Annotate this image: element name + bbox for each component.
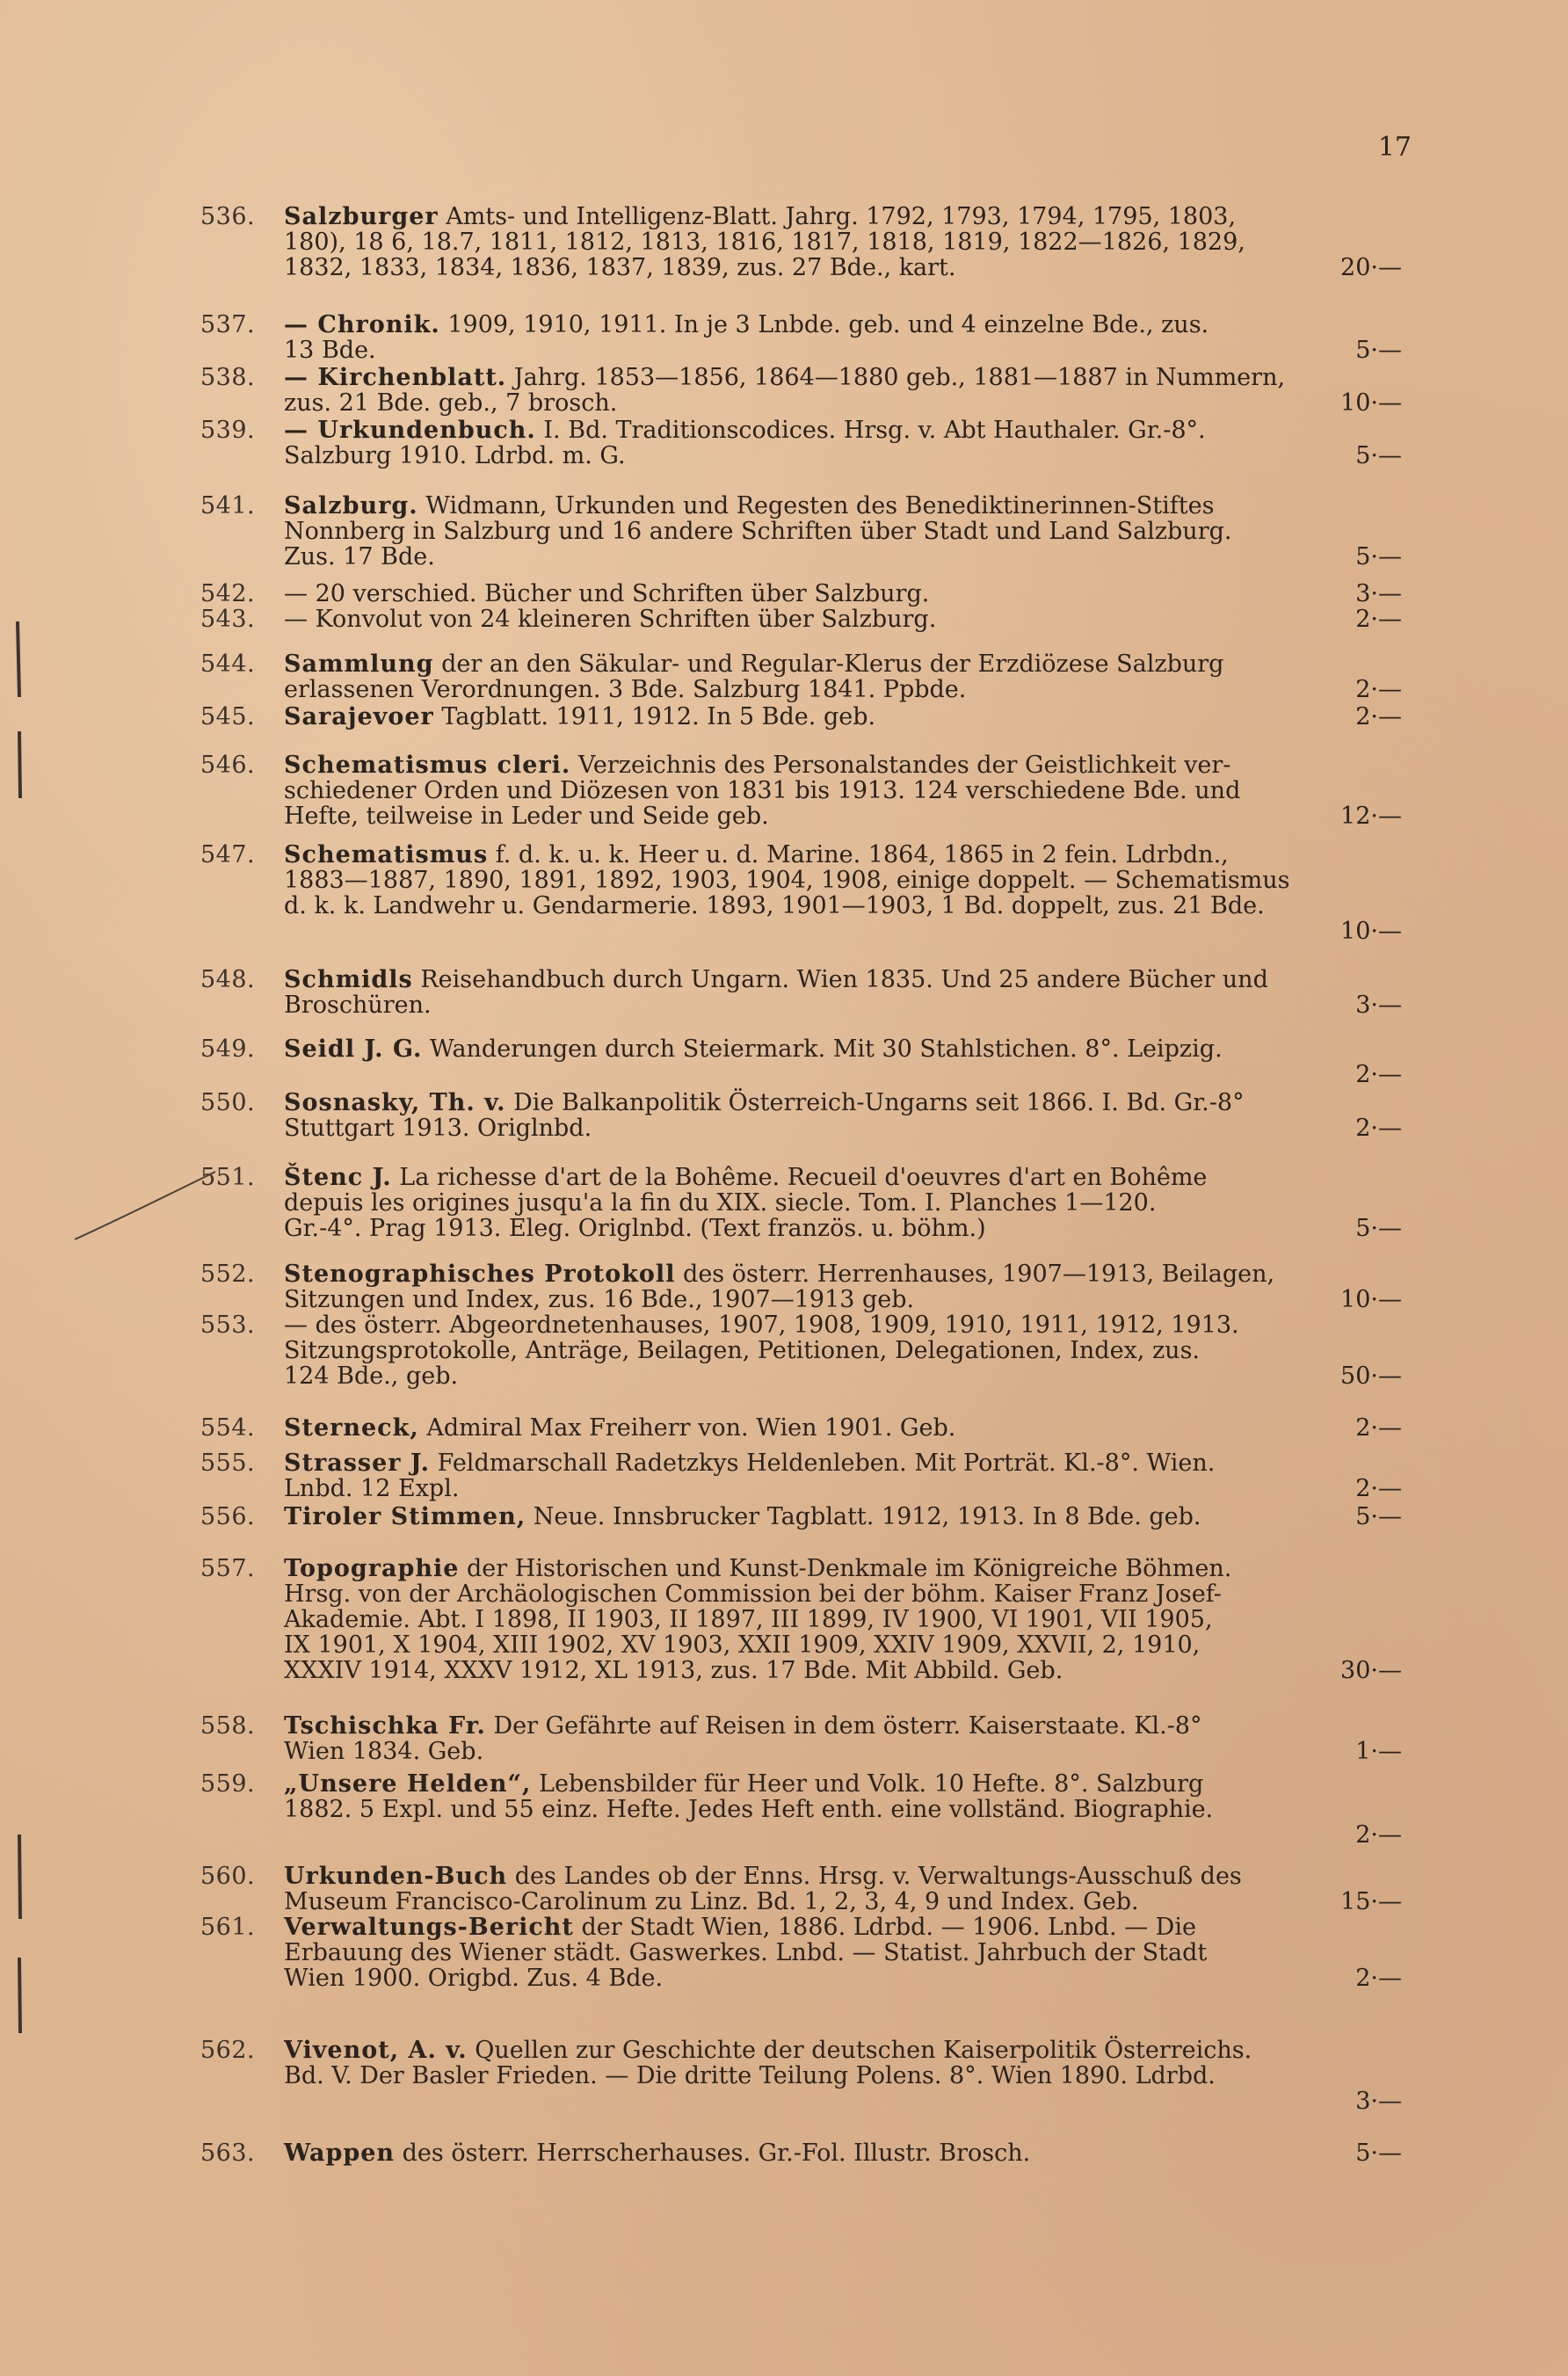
entry-line-text: 13 Bde.	[284, 337, 376, 364]
entry-price: 2·—	[1355, 676, 1402, 703]
entry-line-text: f. d. k. u. k. Heer u. d. Marine. 1864, 1865 in 2 fein. Ldrbdn.,	[488, 841, 1229, 868]
entry-heading: Schmidls	[284, 966, 413, 993]
entry-line-text: d. k. k. Landwehr u. Gendarmerie. 1893, 1901—1903, 1 Bd. doppelt, zus. 21 Bde.	[284, 892, 1265, 919]
entry-line	[284, 2063, 1400, 2089]
entry-number: 561.	[200, 1914, 256, 1941]
entry-price: 2·—	[1355, 606, 1402, 633]
entry-line-text: Wien 1900. Origbd. Zus. 4 Bde.	[284, 1965, 664, 1992]
entry-line	[284, 365, 1400, 390]
entry-line	[284, 1713, 1400, 1739]
entry-line-text: Sitzungen und Index, zus. 16 Bde., 1907—1913 geb.	[284, 1286, 915, 1313]
entry-line	[284, 204, 1400, 229]
page-number: 17	[1377, 132, 1412, 163]
entry-line	[284, 1915, 1400, 1940]
entry-number: 557.	[200, 1555, 256, 1582]
entry-line-text: Zus. 17 Bde.	[284, 543, 435, 570]
entry-line-text: — des österr. Abgeordnetenhauses, 1907, 1908, 1909, 1910, 1911, 1912, 1913.	[284, 1312, 1239, 1339]
entry-line-text: Hefte, teilweise in Leder und Seide geb.	[284, 803, 769, 830]
entry-line-text: Sitzungsprotokolle, Anträge, Beilagen, Petitionen, Delegationen, Index, zus.	[284, 1337, 1201, 1364]
entry-line	[284, 1338, 1400, 1363]
entry-line	[284, 1556, 1400, 1581]
entry-number: 563.	[200, 2140, 256, 2167]
entry-line-text: des österr. Herrscherhauses. Gr.-Fol. Illustr. Brosch.	[395, 2140, 1031, 2167]
entry-line-text: zus. 21 Bde. geb., 7 brosch.	[284, 389, 618, 417]
entry-line	[284, 418, 1400, 443]
entry-heading: — Kirchenblatt.	[284, 364, 507, 391]
entry-line-text: Quellen zur Geschichte der deutschen Kaiserpolitik Österreichs.	[467, 2037, 1252, 2064]
entry-price: 2·—	[1355, 1965, 1402, 1992]
entry-number: 555.	[200, 1450, 256, 1477]
entry-price: 3·—	[1355, 2088, 1402, 2115]
entry-line-text: IX 1901, X 1904, XIII 1902, XV 1903, XXII 1909, XXIV 1909, XXVII, 2, 1910,	[284, 1631, 1201, 1659]
pencil-mark-left-4	[11, 1956, 28, 2035]
entry-heading: Schematismus cleri.	[284, 752, 571, 779]
entry-line-text: — Konvolut von 24 kleineren Schriften über Salzburg.	[284, 606, 937, 633]
entry-price: 20·—	[1340, 254, 1402, 281]
entry-heading: Sarajevoer	[284, 703, 434, 730]
entry-line-text: der Stadt Wien, 1886. Ldrbd. — 1906. Lnbd. — Die	[573, 1914, 1196, 1941]
entry-line	[284, 1607, 1400, 1632]
entry-price: 50·—	[1340, 1362, 1402, 1390]
entry-line	[284, 1190, 1400, 1216]
entry-price: 2·—	[1355, 1061, 1402, 1088]
entry-line-text: Jahrg. 1853—1856, 1864—1880 geb., 1881—1887 in Nummern,	[506, 364, 1286, 391]
entry-price: 5·—	[1355, 543, 1402, 570]
entry-line-text: Nonnberg in Salzburg und 16 andere Schriften über Stadt und Land Salzburg.	[284, 518, 1232, 545]
entry-heading: Sosnasky, Th. v.	[284, 1089, 506, 1116]
entry-line-text: Salzburg 1910. Ldrbd. m. G.	[284, 442, 626, 469]
entry-line-text: Der Gefährte auf Reisen in dem österr. Kaiserstaate. Kl.-8°	[485, 1712, 1202, 1740]
entry-line	[284, 1165, 1400, 1190]
entry-number: 548.	[200, 966, 256, 993]
entry-price: 10·—	[1340, 389, 1402, 417]
entry-number: 538.	[200, 364, 256, 391]
entry-price: 1·—	[1355, 1738, 1402, 1765]
entry-price: 10·—	[1340, 1286, 1402, 1313]
entry-number: 560.	[200, 1863, 256, 1890]
entry-number: 559.	[200, 1770, 256, 1798]
entry-number: 552.	[200, 1261, 256, 1288]
entry-heading: Sammlung	[284, 650, 434, 678]
entry-line-text: des Landes ob der Enns. Hrsg. v. Verwaltungs-Ausschuß des	[507, 1863, 1242, 1890]
pencil-mark-left-2	[11, 730, 28, 800]
entry-number: 544.	[200, 650, 256, 678]
entry-price: 5·—	[1355, 1503, 1402, 1530]
entry-line-text: Wien 1834. Geb.	[284, 1738, 484, 1765]
entry-line-text: Tagblatt. 1911, 1912. In 5 Bde. geb.	[433, 703, 876, 730]
entry-number: 553.	[200, 1312, 256, 1339]
entry-price: 2·—	[1355, 703, 1402, 730]
entry-heading: Strasser J.	[284, 1450, 430, 1477]
entry-number: 545.	[200, 703, 256, 730]
entry-line	[284, 312, 1400, 338]
entry-line-text: Die Balkanpolitik Österreich-Ungarns seit 1866. I. Bd. Gr.-8°	[505, 1089, 1245, 1116]
entry-number: 549.	[200, 1035, 256, 1063]
entry-number: 556.	[200, 1503, 256, 1530]
entry-line-text: des österr. Herrenhauses, 1907—1913, Beilagen,	[675, 1261, 1275, 1288]
entry-heading: — Chronik.	[284, 311, 440, 338]
entry-line-text: der Historischen und Kunst-Denkmale im Königreiche Böhmen.	[459, 1555, 1232, 1582]
entry-number: 542.	[200, 580, 256, 607]
entry-line	[284, 752, 1400, 778]
entry-line-text: 1883—1887, 1890, 1891, 1892, 1903, 1904, 1908, einige doppelt. — Schematismus	[284, 867, 1290, 894]
entry-line-text: Museum Francisco-Carolinum zu Linz. Bd. 1, 2, 3, 4, 9 und Index. Geb.	[284, 1888, 1139, 1915]
entry-line-text: Verzeichnis des Personalstandes der Geistlichkeit ver-	[570, 752, 1231, 779]
entry-price: 2·—	[1355, 1115, 1402, 1142]
entry-number: 543.	[200, 606, 256, 633]
entry-price: 2·—	[1355, 1475, 1402, 1502]
entry-heading: Tschischka Fr.	[284, 1712, 486, 1740]
entry-line-text: XXXIV 1914, XXXV 1912, XL 1913, zus. 17 Bde. Mit Abbild. Geb.	[284, 1657, 1063, 1684]
entry-heading: Wappen	[284, 2140, 396, 2167]
entry-price: 30·—	[1340, 1657, 1402, 1684]
entry-line	[284, 493, 1400, 519]
entry-number: 539.	[200, 417, 256, 444]
entry-line-text: schiedener Orden und Diözesen von 1831 bis 1913. 124 verschiedene Bde. und	[284, 777, 1241, 804]
entry-price: 2·—	[1355, 1414, 1402, 1442]
entry-heading: Salzburger	[284, 203, 439, 230]
entry-heading: Stenographisches Protokoll	[284, 1261, 676, 1288]
entry-number: 546.	[200, 752, 256, 779]
entry-line	[284, 1864, 1400, 1889]
entry-line	[284, 2038, 1400, 2063]
entry-price: 3·—	[1355, 580, 1402, 607]
entry-line-text: Widmann, Urkunden und Regesten des Benediktinerinnen-Stiftes	[417, 492, 1215, 520]
entry-price: 15·—	[1340, 1888, 1402, 1915]
entry-heading: — Urkundenbuch.	[284, 417, 536, 444]
entry-price: 5·—	[1355, 442, 1402, 469]
entry-line	[284, 893, 1400, 919]
entry-price: 2·—	[1355, 1821, 1402, 1849]
entry-line-text: Bd. V. Der Basler Frieden. — Die dritte Teilung Polens. 8°. Wien 1890. Ldrbd.	[284, 2062, 1216, 2089]
entry-number: 554.	[200, 1414, 256, 1442]
entry-line	[284, 778, 1400, 803]
entry-line	[284, 1036, 1400, 1062]
entry-line-text: Reisehandbuch durch Ungarn. Wien 1835. Und 25 andere Bücher und	[412, 966, 1268, 993]
entry-price: 5·—	[1355, 1215, 1402, 1242]
entry-price: 5·—	[1355, 337, 1402, 364]
entry-line	[284, 1312, 1400, 1338]
entry-line-text: Gr.-4°. Prag 1913. Eleg. Origlnbd. (Text französ. u. böhm.)	[284, 1215, 986, 1242]
entry-price: 10·—	[1340, 918, 1402, 945]
entry-price: 12·—	[1340, 803, 1402, 830]
entry-heading: Topographie	[284, 1555, 460, 1582]
entry-line-text: Erbauung des Wiener städt. Gaswerkes. Lnbd. — Statist. Jahrbuch der Stadt	[284, 1939, 1208, 1966]
entry-number: 562.	[200, 2037, 256, 2064]
entry-line-text: Stuttgart 1913. Origlnbd.	[284, 1115, 592, 1142]
entry-number: 547.	[200, 841, 256, 868]
entry-line	[284, 229, 1400, 255]
entry-line-text: Neue. Innsbrucker Tagblatt. 1912, 1913. In 8 Bde. geb.	[526, 1503, 1201, 1530]
entry-line-text: Lnbd. 12 Expl.	[284, 1475, 460, 1502]
entry-line	[284, 651, 1400, 677]
entry-line-text: La richesse d'art de la Bohême. Recueil d'oeuvres d'art en Bohême	[391, 1164, 1208, 1191]
entry-heading: Verwaltungs-Bericht	[284, 1914, 574, 1941]
entry-heading: Štenc J.	[284, 1164, 392, 1191]
entry-line-text: Amts- und Intelligenz-Blatt. Jahrg. 1792, 1793, 1794, 1795, 1803,	[438, 203, 1237, 230]
entry-heading: Sterneck,	[284, 1414, 419, 1442]
entry-number: 536.	[200, 203, 256, 230]
entry-line-text: 1832, 1833, 1834, 1836, 1837, 1839, zus. 27 Bde., kart.	[284, 254, 956, 281]
entry-line-text: erlassenen Verordnungen. 3 Bde. Salzburg 1841. Ppbde.	[284, 676, 967, 703]
entry-line	[284, 1940, 1400, 1965]
pencil-mark-left-3	[11, 1833, 28, 1921]
entry-line	[284, 519, 1400, 544]
entry-line	[284, 1261, 1400, 1287]
entry-line	[284, 1090, 1400, 1115]
entry-line-text: — 20 verschied. Bücher und Schriften über Salzburg.	[284, 580, 930, 607]
entry-heading: Schematismus	[284, 841, 489, 868]
entry-number: 551.	[200, 1164, 256, 1191]
entry-line	[284, 1797, 1400, 1822]
entry-line	[284, 1632, 1400, 1658]
entry-line-text: Admiral Max Freiherr von. Wien 1901. Geb.	[418, 1414, 956, 1442]
entry-line-text: I. Bd. Traditionscodices. Hrsg. v. Abt Hauthaler. Gr.-8°.	[535, 417, 1206, 444]
entry-heading: Seidl J. G.	[284, 1035, 423, 1063]
entry-line	[284, 967, 1400, 992]
entry-line-text: Wanderungen durch Steiermark. Mit 30 Stahlstichen. 8°. Leipzig.	[422, 1035, 1223, 1063]
entry-number: 541.	[200, 492, 256, 520]
entry-heading: „Unsere Helden“,	[284, 1770, 532, 1798]
entry-line-text: Akademie. Abt. I 1898, II 1903, II 1897, III 1899, IV 1900, VI 1901, VII 1905,	[284, 1606, 1213, 1633]
entry-line-text: 1909, 1910, 1911. In je 3 Lnbde. geb. und 4 einzelne Bde., zus.	[439, 311, 1209, 338]
entry-line	[284, 1771, 1400, 1797]
pencil-mark-left-1	[9, 620, 26, 699]
entry-price: 3·—	[1355, 992, 1402, 1019]
entry-number: 537.	[200, 311, 256, 338]
entry-heading: Urkunden-Buch	[284, 1863, 508, 1890]
entry-price: 5·—	[1355, 2140, 1402, 2167]
entry-line-text: Broschüren.	[284, 992, 432, 1019]
entry-line-text: 180), 18 6, 18.7, 1811, 1812, 1813, 1816, 1817, 1818, 1819, 1822—1826, 1829,	[284, 229, 1245, 256]
entry-line-text: der an den Säkular- und Regular-Klerus der Erzdiözese Salzburg	[433, 650, 1224, 678]
entry-line-text: Feldmarschall Radetzkys Heldenleben. Mit Porträt. Kl.-8°. Wien.	[429, 1450, 1216, 1477]
entry-number: 558.	[200, 1712, 256, 1740]
entry-line	[284, 868, 1400, 893]
entry-line-text: Lebensbilder für Heer und Volk. 10 Hefte. 8°. Salzburg	[531, 1770, 1204, 1798]
entry-line-text: 1882. 5 Expl. und 55 einz. Hefte. Jedes Heft enth. eine vollständ. Biographie.	[284, 1796, 1214, 1823]
entry-heading: Vivenot, A. v.	[284, 2037, 468, 2064]
entry-line	[284, 1450, 1400, 1476]
entry-heading: Tiroler Stimmen,	[284, 1503, 526, 1530]
entry-line-text: Hrsg. von der Archäologischen Commission bei der böhm. Kaiser Franz Josef-	[284, 1580, 1222, 1608]
entry-line	[284, 1581, 1400, 1607]
entry-line	[284, 842, 1400, 868]
entry-line-text: 124 Bde., geb.	[284, 1362, 459, 1390]
entry-number: 550.	[200, 1089, 256, 1116]
entry-heading: Salzburg.	[284, 492, 418, 520]
entry-line-text: depuis les origines jusqu'a la fin du XIX. siecle. Tom. I. Planches 1—120.	[284, 1189, 1157, 1217]
pencil-stroke-551	[70, 1165, 220, 1244]
